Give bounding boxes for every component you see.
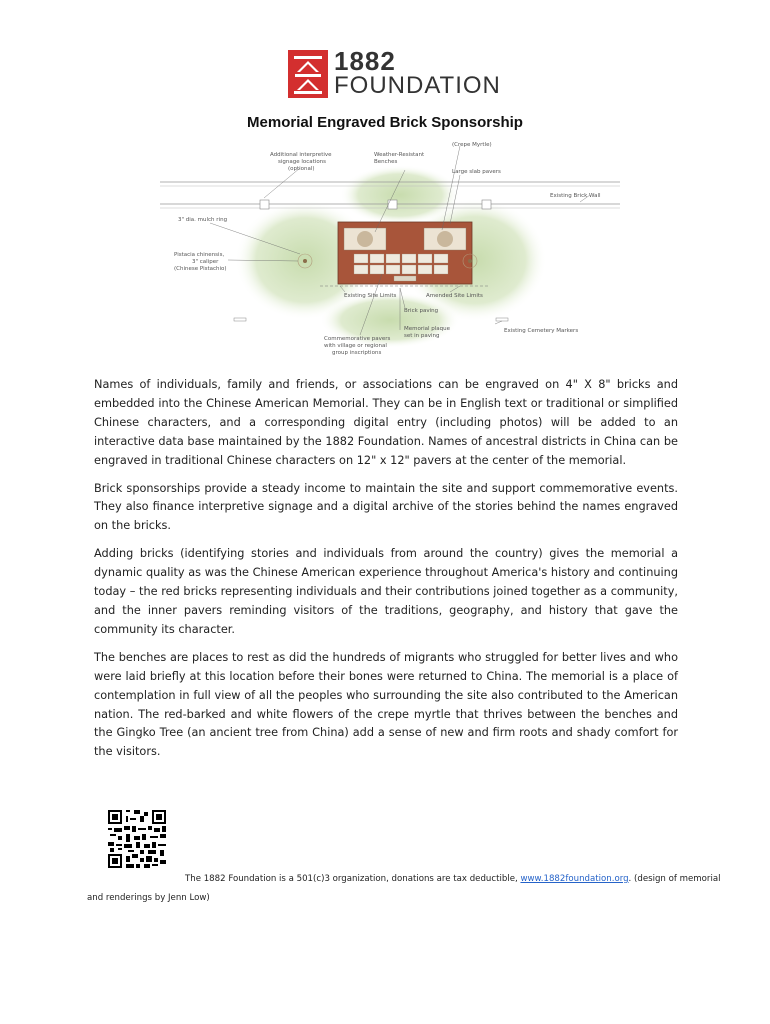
label-benches: Weather-Resistant xyxy=(374,152,425,158)
footer-credit: . (design of memorial and renderings by Jenn Low) xyxy=(87,874,721,903)
label-commemorative-pavers-3: group inscriptions xyxy=(332,350,382,356)
foundation-website-link[interactable]: www.1882foundation.org xyxy=(520,874,629,884)
label-brick-wall: Existing Brick Wall xyxy=(550,193,601,199)
label-interpretive-signage-2: signage locations xyxy=(278,159,327,165)
label-pistacia-2: 3" caliper xyxy=(192,259,219,265)
qr-code[interactable] xyxy=(108,810,166,868)
label-benches-2: Benches xyxy=(374,159,398,165)
label-brick-paving: Brick paving xyxy=(404,308,439,314)
label-mulch-ring: 3" dia. mulch ring xyxy=(178,217,228,223)
page-title: Memorial Engraved Brick Sponsorship xyxy=(247,114,523,131)
paragraph-engraving: Names of individuals, family and friends, or associations can be engraved on 4" X 8" bricks and embedded into the Chinese American Memorial. They can be in English text or traditional or simplified Chinese characters, and a corresponding digital entry (including photos) will be added to an interactive data base maintained by the 1882 Foundation. Names of ancestral districts in China can be engraved in traditional Chinese characters on 12" x 12" pavers at the center of the memorial. xyxy=(94,378,678,467)
footer-text: The 1882 Foundation is a 501(c)3 organization, donations are tax deductible, xyxy=(185,874,521,884)
logo-text-1882: 1882 xyxy=(334,46,396,76)
label-existing-site-limits: Existing Site Limits xyxy=(344,293,397,299)
logo-mark-icon xyxy=(288,50,328,98)
label-interpretive-signage: Additional interpretive xyxy=(270,152,332,158)
label-commemorative-pavers: Commemorative pavers xyxy=(324,336,391,342)
paragraph-benches: The benches are places to rest as did the hundreds of migrants who struggled for better lives and who were laid briefly at this location before their bones were returned to China. The memorial is a place of contemplation in full view of all the peoples who surrounding the site also contributed to the American nation. The red-barked and white flowers of the crepe myrtle that thrives between the benches and the Gingko Tree (an ancient tree from China) add a sense of new and firm roots and shady comfort for the visitors. xyxy=(94,650,678,759)
label-memorial-plaque-2: set in paving xyxy=(404,333,440,339)
memorial-site-plan xyxy=(160,140,620,370)
label-slab-pavers: Large slab pavers xyxy=(452,169,501,175)
body-text xyxy=(94,376,678,771)
label-crepe-myrtle: (Crepe Myrtle) xyxy=(452,142,492,148)
label-pistacia-3: (Chinese Pistachio) xyxy=(174,266,227,272)
label-cemetery-markers: Existing Cemetery Markers xyxy=(504,328,579,334)
label-commemorative-pavers-2: with village or regional xyxy=(324,343,387,349)
foundation-logo xyxy=(288,46,501,100)
label-amended-site-limits: Amended Site Limits xyxy=(426,293,483,299)
label-memorial-plaque: Memorial plaque xyxy=(404,326,451,332)
label-pistacia: Pistacia chinensis, xyxy=(174,252,225,258)
label-interpretive-signage-3: (optional) xyxy=(288,166,315,172)
tree-canopy-top xyxy=(340,165,460,225)
paragraph-sponsorship: Brick sponsorships provide a steady income to maintain the site and support commemorative events. They also finance interpretive signage and a digital archive of the stories behind the names engraved on the bricks. xyxy=(94,481,678,533)
paragraph-adding-bricks: Adding bricks (identifying stories and individuals from around the country) gives the memorial a dynamic quality as was the Chinese American experience throughout America's history and continuing today – the red bricks representing individuals and their contributions joined together as a community, and the inner pavers reminding visitors of the traditions, geography, and history that gave the community its character. xyxy=(94,547,678,636)
logo-text-foundation: FOUNDATION xyxy=(334,72,501,99)
footer-note xyxy=(87,870,727,908)
